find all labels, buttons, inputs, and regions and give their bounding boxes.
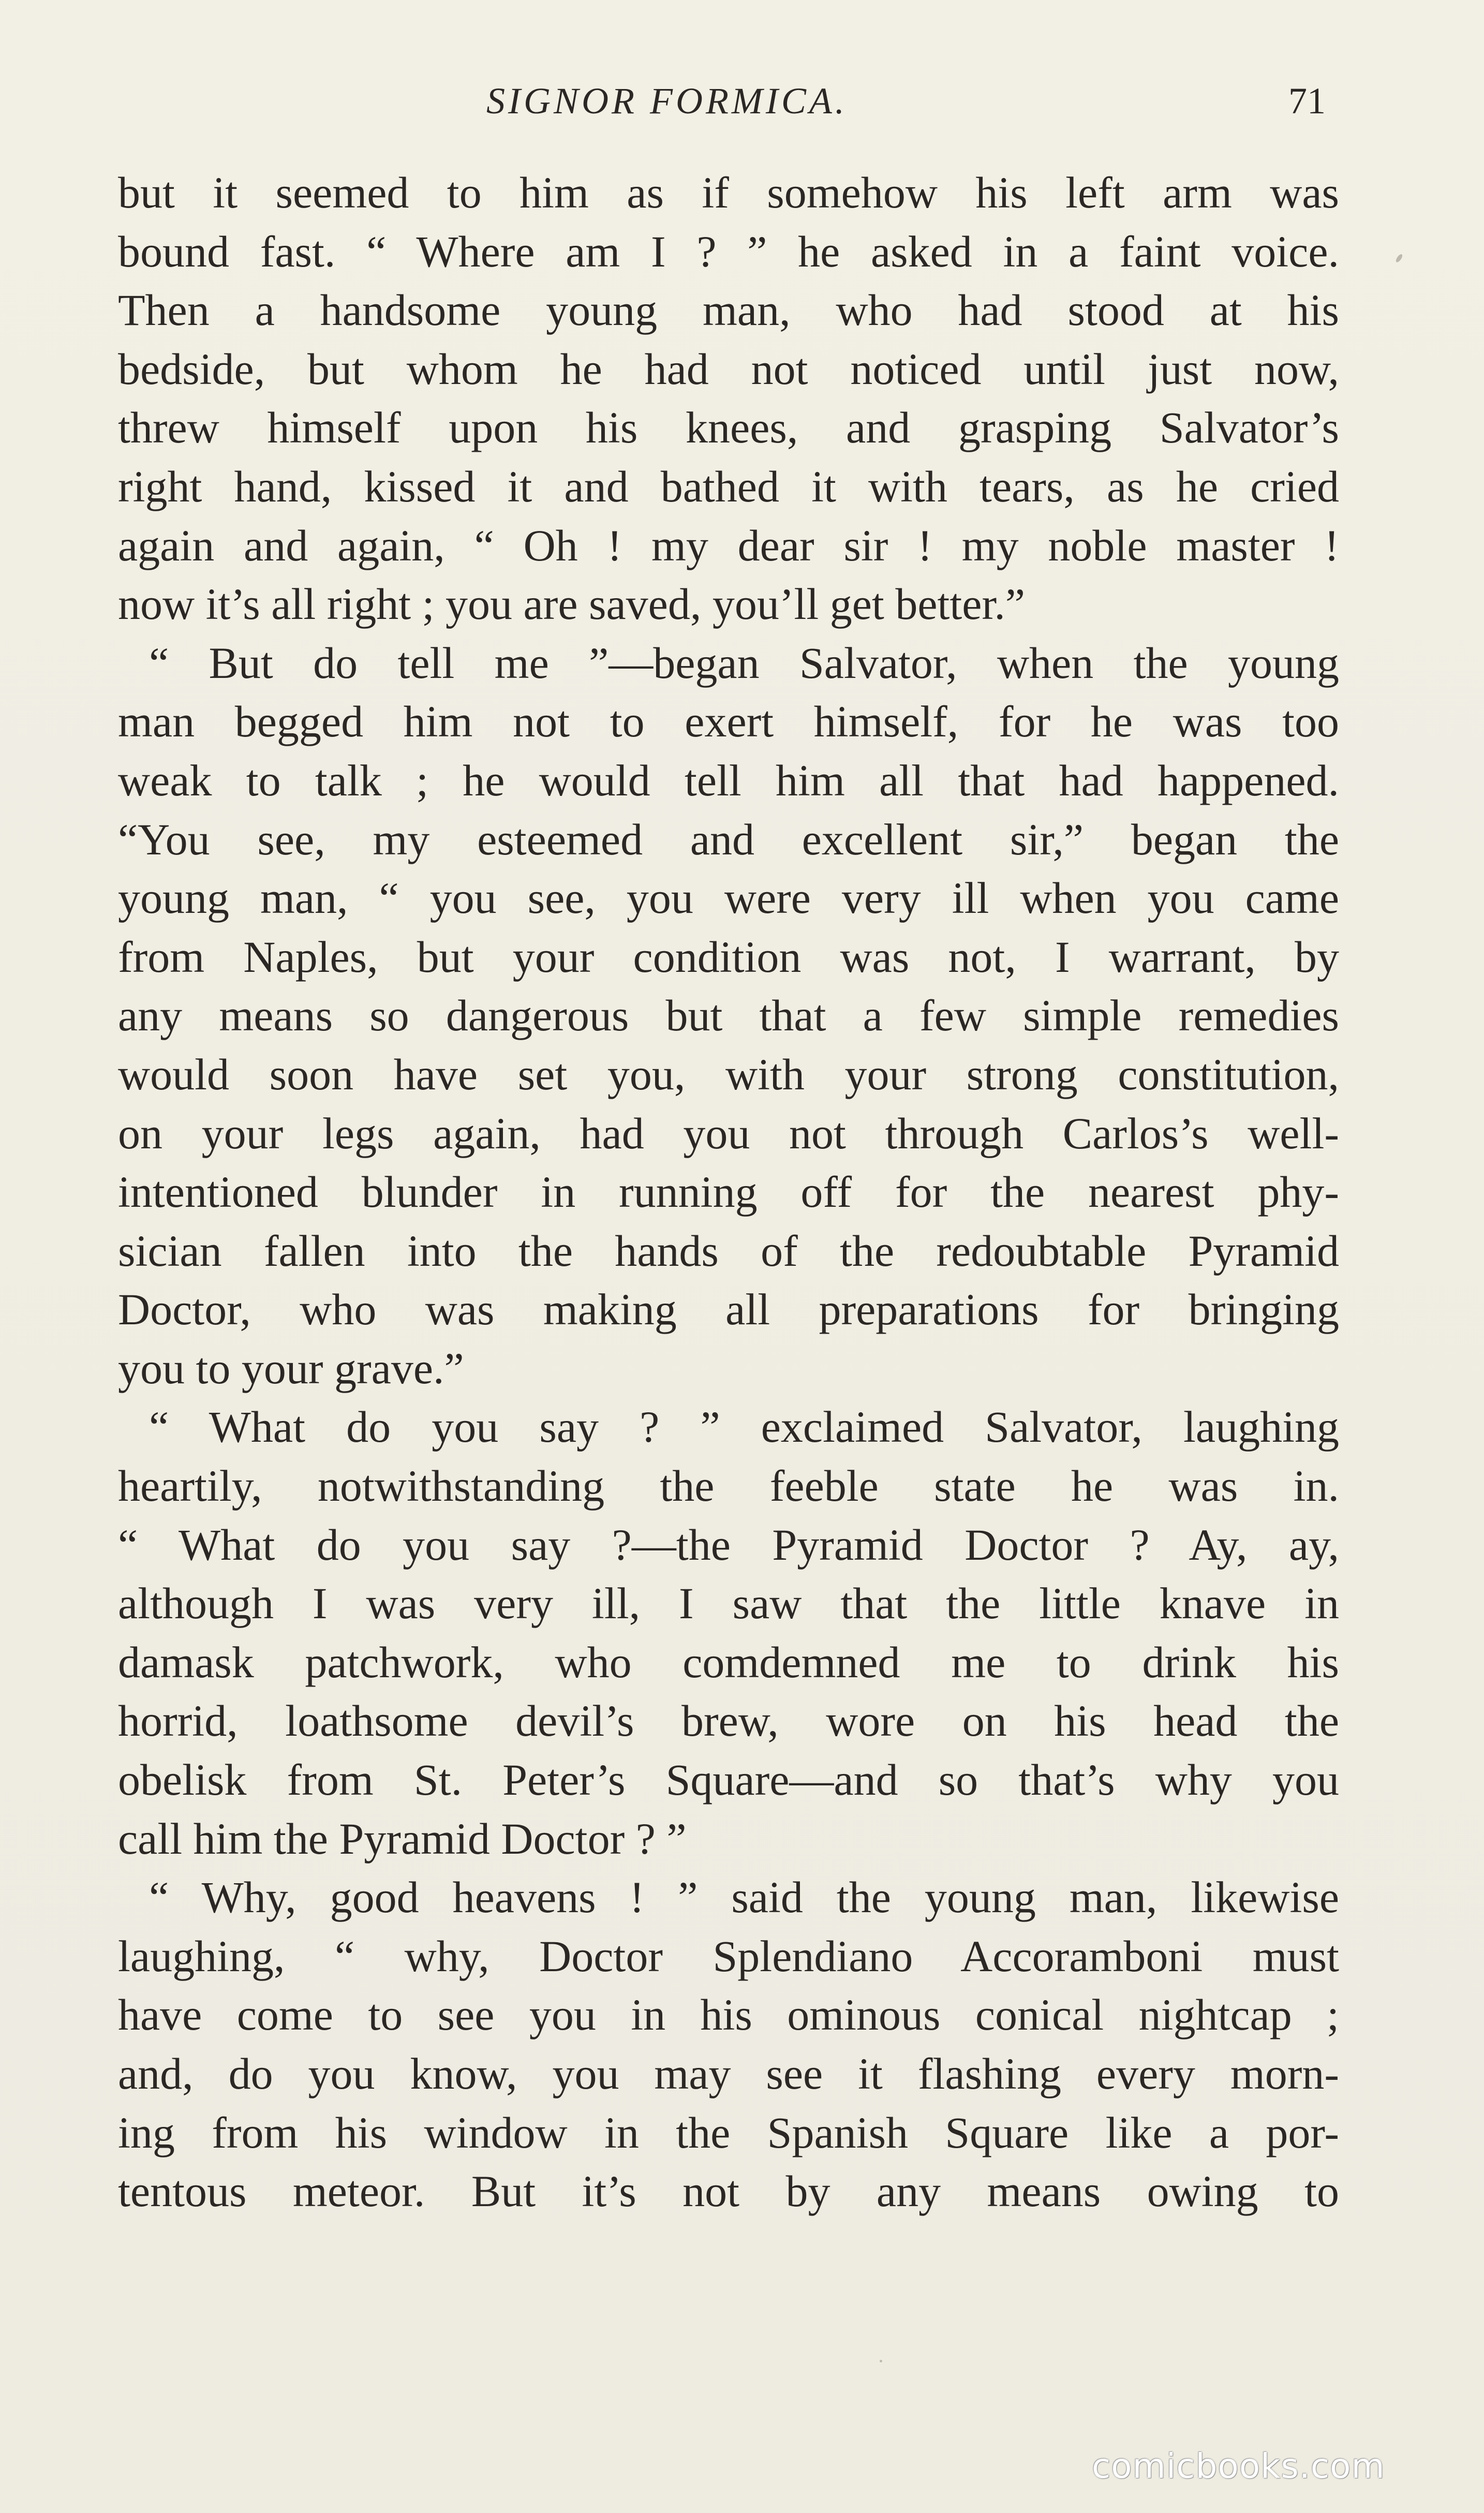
text-line: from Naples, but your condition was not, I warrant, by [118,932,1339,982]
text-line: “ What do you say ?—the Pyramid Doctor ? Ay, ay, [118,1519,1339,1570]
text-line: “ What do you say ? ” exclaimed Salvator, laughing [149,1402,1339,1452]
text-line: right hand, kissed it and bathed it with tears, as he cried [118,461,1339,511]
text-line: now it’s all right ; you are saved, you’ll get better.” [118,579,1026,629]
text-line: obelisk from St. Peter’s Square—and so that’s why you [118,1755,1339,1805]
text-line: young man, “ you see, you were very ill when you came [118,873,1339,923]
text-line: horrid, loathsome devil’s brew, wore on his head the [118,1696,1339,1746]
text-line: Doctor, who was making all preparations for bringing [118,1284,1339,1335]
text-line: “ Why, good heavens ! ” said the young man, likewise [149,1872,1339,1923]
text-line: man begged him not to exert himself, for he was too [118,697,1339,747]
text-line: intentioned blunder in running off for the nearest phy- [118,1167,1339,1217]
text-line: weak to talk ; he would tell him all that had happened. [118,755,1339,805]
text-line: damask patchwork, who comdemned me to drink his [118,1637,1339,1687]
text-line: sician fallen into the hands of the redoubtable Pyramid [118,1225,1339,1276]
text-line: “ But do tell me ”—began Salvator, when the young [149,638,1339,688]
text-line: again and again, “ Oh ! my dear sir ! my noble master ! [118,520,1339,570]
text-line: ing from his window in the Spanish Square like a por- [118,2107,1339,2157]
body-text [118,164,1339,2221]
text-line: although I was very ill, I saw that the little knave in [118,1578,1339,1629]
text-line: bound fast. “ Where am I ? ” he asked in a faint voice. [118,226,1339,276]
paper-speck [880,2360,882,2362]
watermark: comicbooks.com [1092,2446,1385,2486]
text-line: laughing, “ why, Doctor Splendiano Accoramboni must [118,1931,1339,1981]
running-title: SIGNOR FORMICA. [486,80,848,122]
text-line: any means so dangerous but that a few simple remedies [118,991,1339,1041]
text-line: heartily, notwithstanding the feeble state he was in. [118,1461,1339,1511]
text-line: Then a handsome young man, who had stood at his [118,285,1339,335]
text-line: but it seemed to him as if somehow his left arm was [118,168,1339,217]
text-line: have come to see you in his ominous conical nightcap ; [118,1990,1339,2040]
text-line: and, do you know, you may see it flashing every morn- [118,2049,1339,2098]
page-number: 71 [1288,80,1326,122]
text-line: bedside, but whom he had not noticed until just now, [118,344,1339,394]
text-line: “You see, my esteemed and excellent sir,” began the [118,814,1339,864]
paper-speck [1395,253,1404,263]
running-head [0,72,1484,129]
text-line: would soon have set you, with your strong constitution, [118,1049,1339,1099]
text-line: call him the Pyramid Doctor ? ” [118,1813,687,1864]
text-line: tentous meteor. But it’s not by any means owing to [118,2166,1339,2216]
text-line: on your legs again, had you not through Carlos’s well- [118,1108,1339,1158]
text-line: you to your grave.” [118,1343,464,1393]
text-line: threw himself upon his knees, and grasping Salvator’s [118,403,1339,453]
